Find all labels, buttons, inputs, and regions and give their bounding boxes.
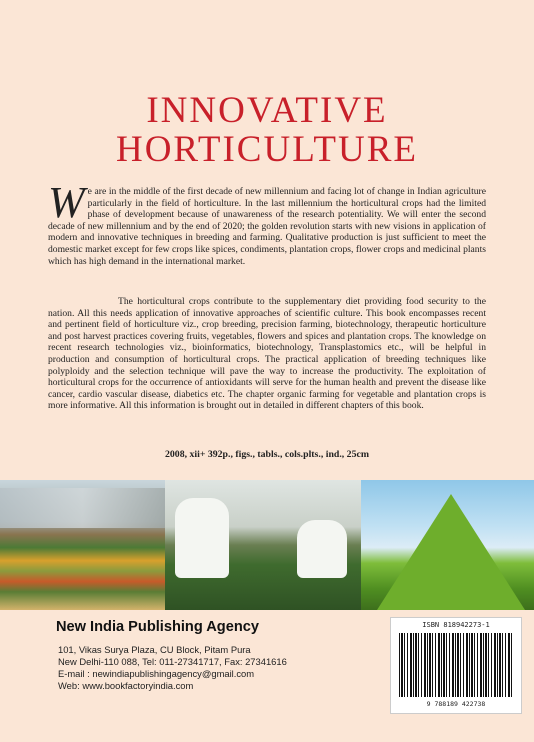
book-details: 2008, xii+ 392p., figs., tabls., cols.plts., ind., 25cm (165, 449, 369, 460)
worker-figure (175, 498, 229, 578)
barcode (390, 617, 522, 714)
barcode-number: 9 788189 422738 (426, 700, 486, 708)
publisher-web: Web: www.bookfactoryindia.com (58, 680, 194, 691)
publisher-email: E-mail : newindiapublishingagency@gmail.com (58, 668, 255, 679)
publisher-name: New India Publishing Agency (56, 619, 259, 635)
photo-strip (0, 480, 534, 610)
publisher-address-2: New Delhi-110 088, Tel: 011-27341717, Fax: 27341616 (58, 656, 287, 667)
lab-workers-photo (165, 480, 361, 610)
pyramid-shape (377, 494, 525, 610)
drop-cap: W (48, 178, 85, 227)
flower-beds-photo (0, 480, 165, 610)
isbn-text: ISBN 818942273-1 (422, 621, 490, 629)
barcode-bars (399, 633, 513, 697)
publisher-address-1: 101, Vikas Surya Plaza, CU Block, Pitam Pura (58, 644, 251, 655)
worker-figure (297, 520, 347, 578)
green-pyramid-photo (361, 480, 534, 610)
paragraph-1-text: e are in the middle of the first decade of new millennium and facing lot of change in Indian agriculture particularly in the field of horticulture. In the last millennium the horticultural crops had the limited phase of development because of unawareness of the research potentiality. We will enter the second decade of new millennium and by the end of 2020; the golden revolution starts with new visions in application of modern and innovative techniques in breeding and farming. Qualitative production is just sufficient to meet the domestic market except for few crops like spices, condiments, plantation crops, flower crops and medicinal plants which has high demand in the international market. (48, 186, 486, 267)
blurb-paragraph-1 (48, 178, 486, 267)
title-line-1: INNOVATIVE (146, 90, 388, 131)
blurb-paragraph-2: The horticultural crops contribute to the supplementary diet providing food security to the nation. All this needs application of innovative approaches of scientific culture. This book encompasses recent and pertinent field of horticulture viz., crop breeding, precision farming, biotechnology, therapeutic horticulture and post harvest practices covering fruits, vegetables, flowers and spices and plantation crops. The knowledge on recent research technologies viz., bioinformatics, biotechnology, Transplastomics etc., will be helpful in production and consumption of horticultural crops. The practical application of breeding techniques like polyploidy and the selection technique will pave the way to increase the productivity. The exploitation of horticultural crops for the occurrence of antioxidants will serve for the human health and prevent the disease like cancer, cardio vascular disease, diabetics etc. The chapter organic farming for vegetable and plantation crops is more informative. All this information is brought out in detailed in different chapters of this book. (48, 296, 486, 412)
title-line-2: HORTICULTURE (115, 129, 419, 170)
greenhouse-shape (0, 488, 165, 528)
